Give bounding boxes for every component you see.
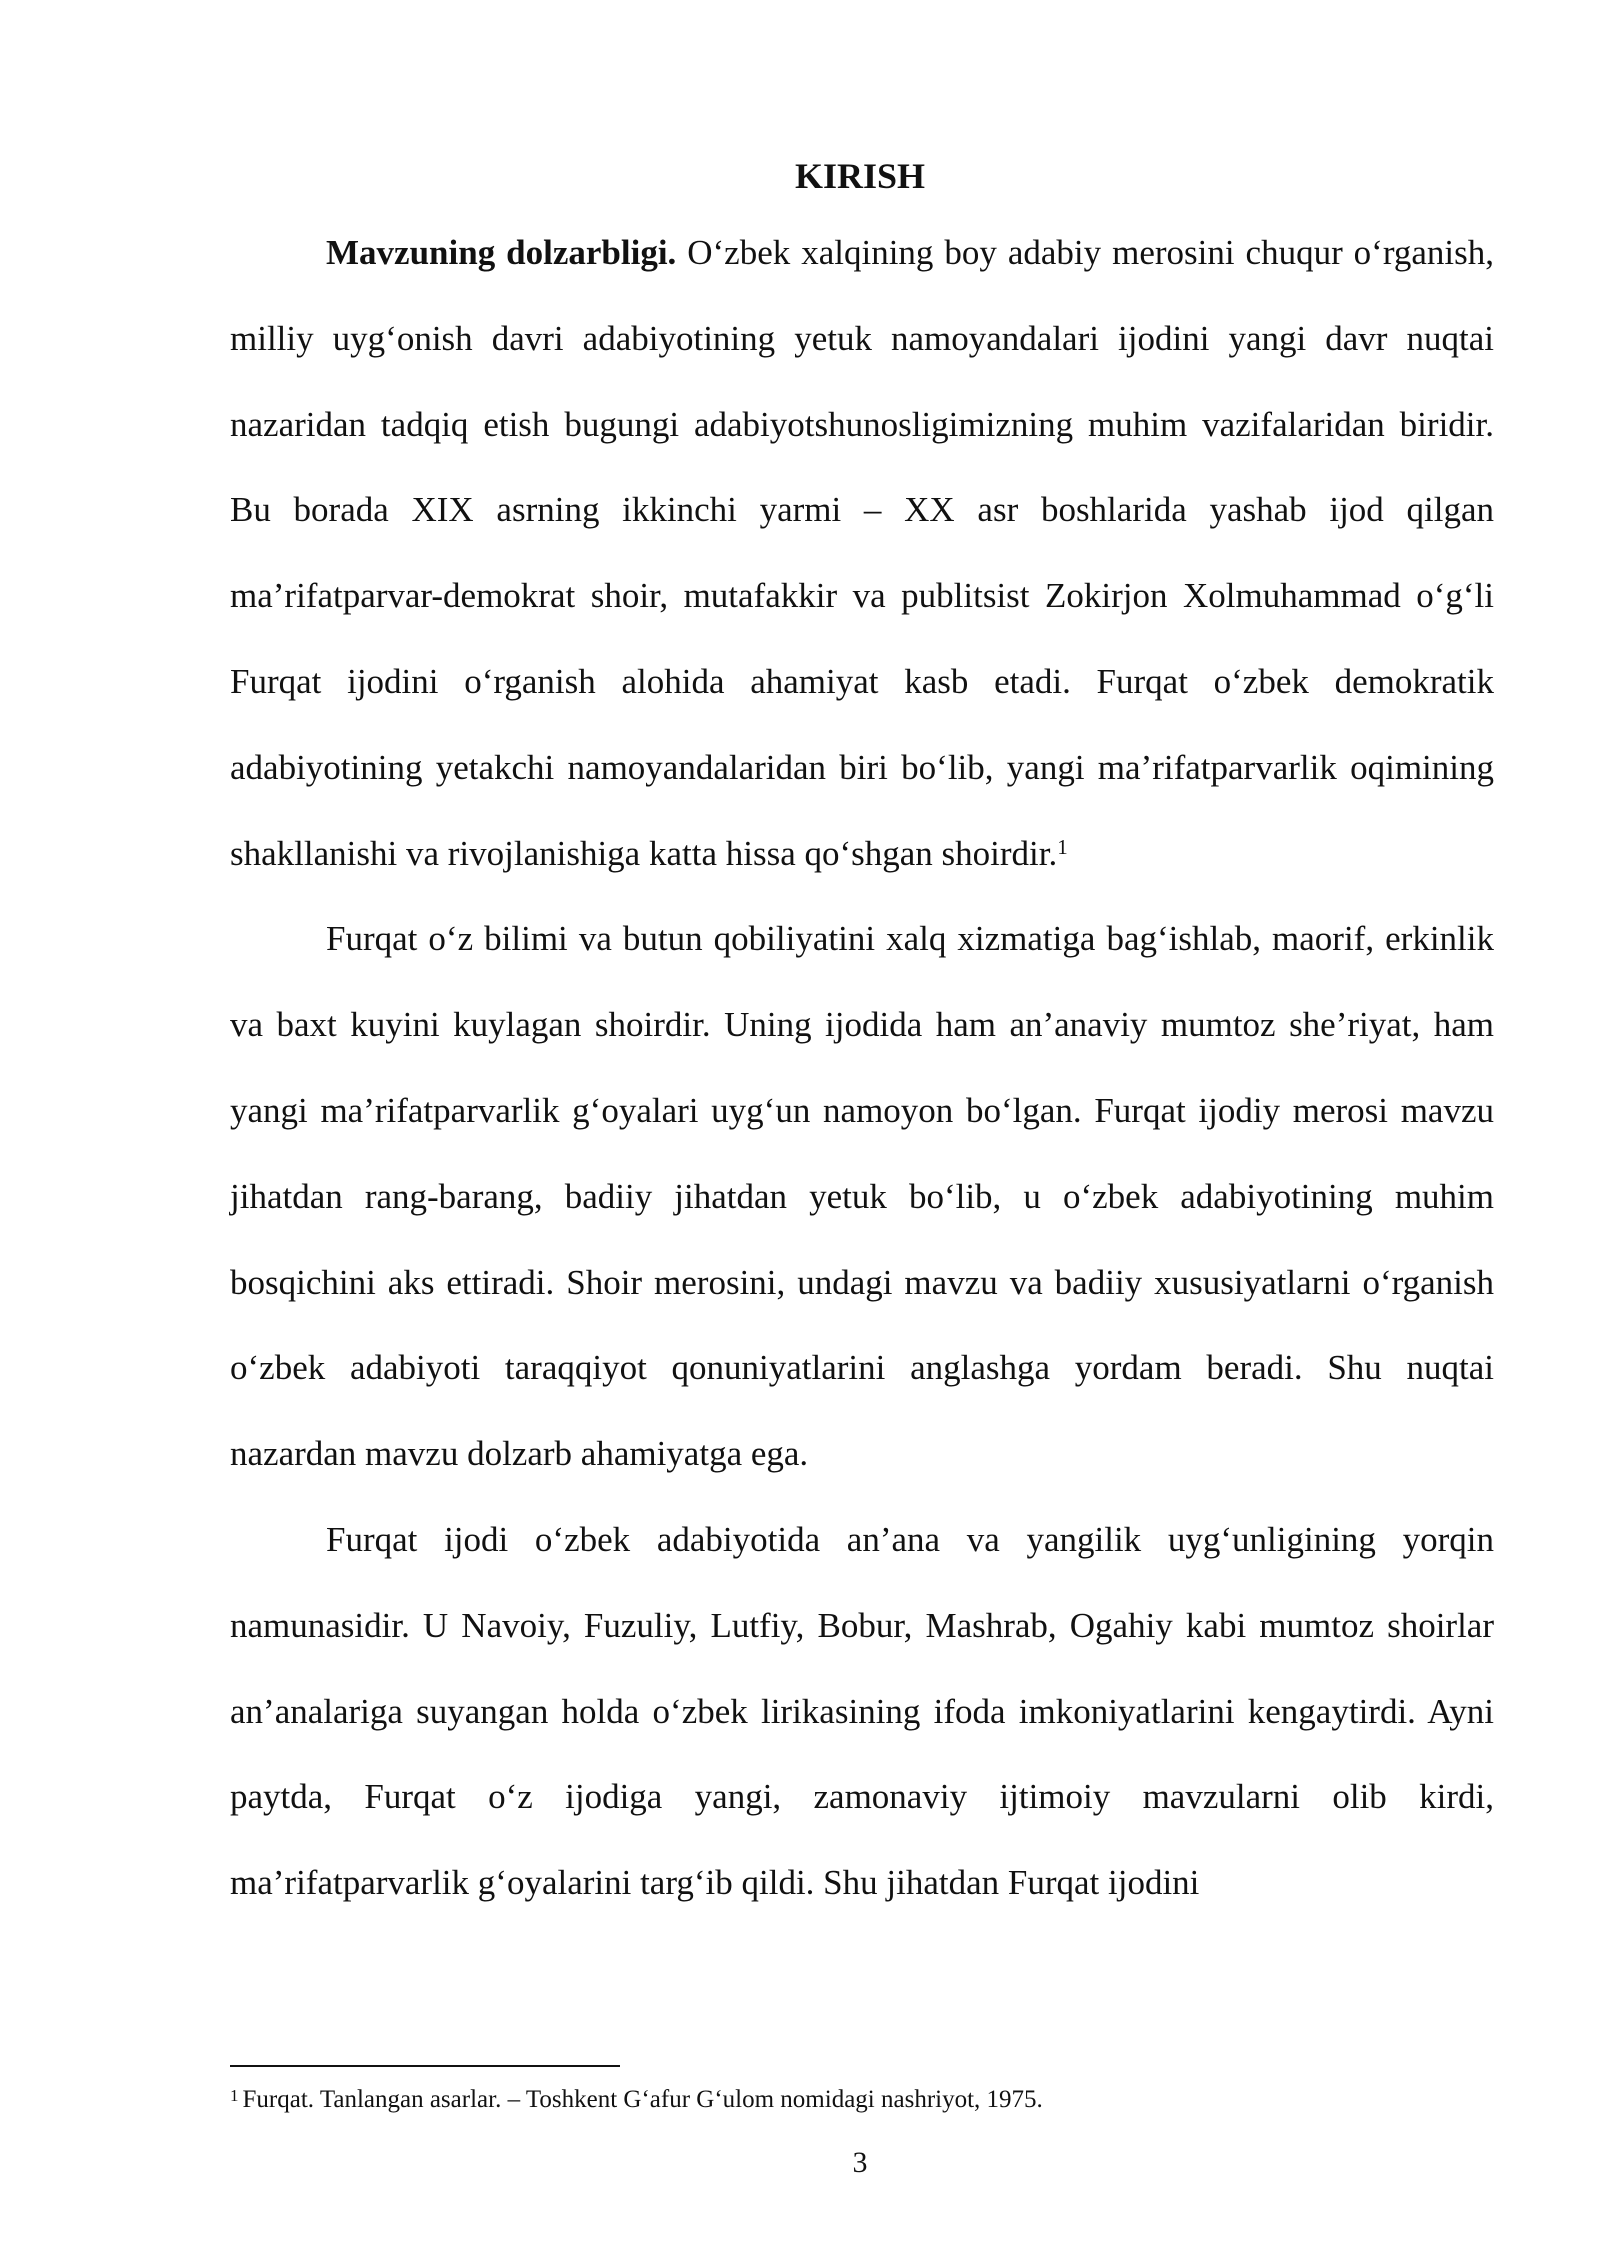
paragraph-relevance bbox=[230, 210, 1494, 896]
paragraph-lead: Mavzuning dolzarbligi. bbox=[326, 233, 677, 272]
paragraph-text: O‘zbek xalqining boy adabiy merosini chuqur o‘rganish, milliy uyg‘onish davri adabiyotining yetuk namoyandalari ijodini yangi davr nuqtai nazaridan tadqiq etish bugungi adabiyotshunosligimizning muhim vazifalaridan biridir. Bu borada XIX asrning ikkinchi yarmi – XX asr boshlarida yashab ijod qilgan ma’rifatparvar-demokrat shoir, mutafakkir va publitsist Zokirjon Xolmuhammad o‘g‘li Furqat ijodini o‘rganish alohida ahamiyat kasb etadi. Furqat o‘zbek demokratik adabiyotining yetakchi namoyandalaridan biri bo‘lib, yangi ma’rifatparvarlik oqimining shakllanishi va rivojlanishiga katta hissa qo‘shgan shoirdir. bbox=[230, 233, 1494, 873]
body-text bbox=[230, 210, 1494, 1926]
footnote-text: Furqat. Tanlangan asarlar. – Toshkent G‘afur G‘ulom nomidagi nashriyot, 1975. bbox=[242, 2086, 1043, 2113]
section-heading: KIRISH bbox=[794, 156, 926, 196]
footnote-number: 1 bbox=[230, 2086, 239, 2105]
page-number: 3 bbox=[852, 2146, 868, 2179]
paragraph-furqat-legacy: Furqat o‘z bilimi va butun qobiliyatini xalq xizmatiga bag‘ishlab, maorif, erkinlik va baxt kuyini kuylagan shoirdir. Uning ijodida ham an’anaviy mumtoz she’riyat, ham yangi ma’rifatparvarlik g‘oyalari uyg‘un namoyon bo‘lgan. Furqat ijodiy merosi mavzu jihatdan rang-barang, badiiy jihatdan yetuk bo‘lib, u o‘zbek adabiyotining muhim bosqichini aks ettiradi. Shoir merosini, undagi mavzu va badiiy xususiyatlarni o‘rganish o‘zbek adabiyoti taraqqiyot qonuniyatlarini anglashga yordam beradi. Shu nuqtai nazardan mavzu dolzarb ahamiyatga ega. bbox=[230, 919, 1494, 1474]
footnote bbox=[230, 2083, 1494, 2117]
footnote-reference[interactable]: 1 bbox=[1057, 834, 1068, 859]
footnote-separator bbox=[230, 2065, 620, 2067]
paragraph-tradition: Furqat ijodi o‘zbek adabiyotida an’ana va yangilik uyg‘unligining yorqin namunasidir. U Navoiy, Fuzuliy, Lutfiy, Bobur, Mashrab, Ogahiy kabi mumtoz shoirlar an’analariga suyangan holda o‘zbek lirikasining ifoda imkoniyatlarini kengaytirdi. Ayni paytda, Furqat o‘z ijodiga yangi, zamonaviy ijtimoiy mavzularni olib kirdi, ma’rifatparvarlik g‘oyalarini targ‘ib qildi. Shu jihatdan Furqat ijodini bbox=[230, 1519, 1494, 1903]
